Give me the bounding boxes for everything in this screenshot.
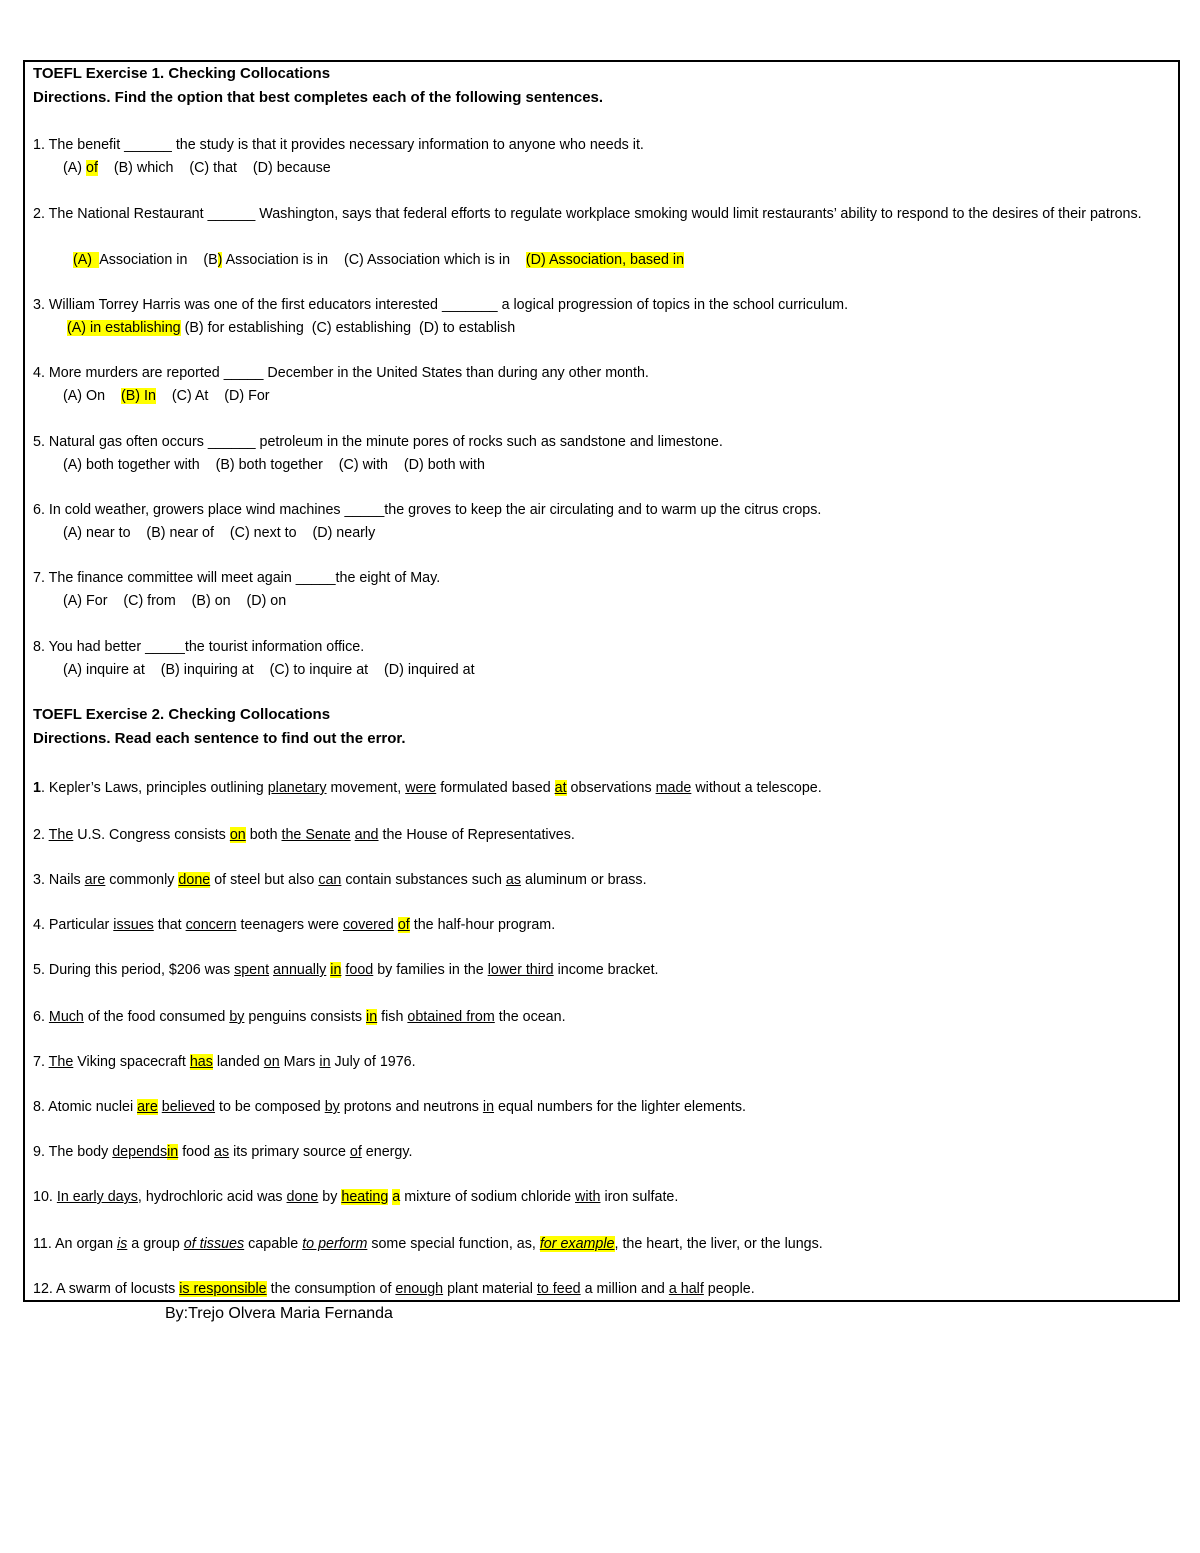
q3-stem: 3. William Torrey Harris was one of the first educators interested _______ a logical progression of topics in the school curriculum. — [33, 297, 849, 313]
highlighted-text: at — [554, 780, 567, 796]
text-segment: . Kepler’s Laws, principles outlining — [40, 780, 268, 796]
underlined-text: spent — [234, 962, 270, 978]
underlined-text: of tissues — [183, 1236, 245, 1252]
text-segment: Association in (B — [99, 252, 218, 268]
text-segment: Association is in (C) Association which is in — [222, 252, 526, 268]
text-segment: to be composed — [215, 1099, 325, 1115]
text-segment: 3. Nails — [33, 872, 85, 888]
highlighted-text: heating — [341, 1189, 389, 1205]
text-segment: Viking spacecraft — [73, 1054, 190, 1070]
text-segment: , hydrochloric acid was — [137, 1189, 287, 1205]
text-segment: food — [178, 1144, 215, 1160]
highlighted-text: is responsible — [179, 1281, 267, 1297]
text-segment: protons and neutrons — [339, 1099, 483, 1115]
underlined-text: covered — [342, 917, 394, 933]
q8-options: (A) inquire at (B) inquiring at (C) to inquire at (D) inquired at — [63, 662, 475, 678]
underlined-text: depends — [112, 1144, 168, 1160]
text-segment: observations — [566, 780, 656, 796]
highlighted-text: in — [167, 1144, 179, 1160]
q2-stem: 2. The National Restaurant ______ Washington, says that federal efforts to regulate workplace smoking would limit restaurants’ ability to respond to the desires of their patrons. — [33, 206, 1142, 222]
text-segment: (B) for establishing (C) establishing (D) to establish — [180, 320, 516, 336]
author-credit: By:Trejo Olvera Maria Fernanda — [165, 1305, 393, 1322]
text-segment: the House of Representatives. — [378, 827, 575, 843]
text-segment: equal numbers for the lighter elements. — [494, 1099, 746, 1115]
text-segment: 4. Particular — [33, 917, 114, 933]
highlighted-text: for example — [539, 1236, 615, 1252]
underlined-text: believed — [161, 1099, 216, 1115]
underlined-text: of — [349, 1144, 362, 1160]
underlined-text: issues — [113, 917, 154, 933]
text-segment: commonly — [105, 872, 179, 888]
sentence-5 — [33, 960, 659, 980]
text-segment: a million and — [580, 1281, 669, 1297]
text-segment: (A) On — [63, 388, 121, 404]
text-segment: aluminum or brass. — [521, 872, 647, 888]
q1-stem: 1. The benefit ______ the study is that it provides necessary information to anyone who needs it. — [33, 137, 644, 153]
q3-options — [67, 318, 515, 338]
underlined-text: planetary — [267, 780, 327, 796]
underlined-text: on — [263, 1054, 280, 1070]
q4-options — [63, 386, 270, 406]
underlined-text: lower third — [487, 962, 554, 978]
q4-stem: 4. More murders are reported _____ December in the United States than during any other month. — [33, 365, 649, 381]
highlighted-text: done — [178, 872, 211, 888]
underlined-text: In early days — [56, 1189, 138, 1205]
text-segment: 8. Atomic nuclei — [33, 1099, 138, 1115]
underlined-text: made — [655, 780, 692, 796]
underlined-text: food — [345, 962, 374, 978]
text-segment: 12. A swarm of locusts — [33, 1281, 180, 1297]
highlighted-text: are — [137, 1099, 158, 1115]
sentence-3 — [33, 870, 647, 890]
sentence-2 — [33, 825, 575, 845]
underlined-text: and — [354, 827, 379, 843]
text-segment: landed — [212, 1054, 264, 1070]
underlined-text: enough — [395, 1281, 444, 1297]
sentence-6 — [33, 1007, 566, 1027]
q4-answer-highlight: (B) In — [121, 388, 156, 404]
highlighted-text: a — [392, 1189, 401, 1205]
text-segment: of steel but also — [210, 872, 319, 888]
underlined-text: were — [405, 780, 437, 796]
q1-options — [63, 158, 331, 178]
sentence-11 — [33, 1234, 823, 1254]
text-segment: (A) — [63, 160, 87, 176]
q6-stem: 6. In cold weather, growers place wind machines _____the groves to keep the air circulating and to warm up the citrus crops. — [33, 502, 822, 518]
text-segment: July of 1976. — [330, 1054, 416, 1070]
text-segment: 5. During this period, $206 was — [33, 962, 235, 978]
underlined-text: by — [229, 1009, 245, 1025]
q5-options: (A) both together with (B) both together (C) with (D) both with — [63, 457, 485, 473]
q3-answer-highlight: (A) in establishing — [67, 320, 181, 336]
exercise1-directions: Directions. Find the option that best completes each of the following sentences. — [33, 89, 604, 106]
highlighted-text: (A) — [73, 252, 100, 268]
text-segment: some special function, as, — [367, 1236, 540, 1252]
text-segment: income bracket. — [553, 962, 659, 978]
text-segment: 2. — [33, 827, 49, 843]
text-segment: people. — [703, 1281, 755, 1297]
sentence-4 — [33, 915, 555, 935]
text-segment: penguins consists — [244, 1009, 367, 1025]
q1-answer-highlight: of — [86, 160, 98, 176]
underlined-text: obtained from — [407, 1009, 495, 1025]
text-segment: the half-hour program. — [409, 917, 556, 933]
text-segment: energy. — [361, 1144, 413, 1160]
sentence-7 — [33, 1052, 416, 1072]
text-segment: 9. The body — [33, 1144, 113, 1160]
text-segment: a group — [127, 1236, 184, 1252]
sentence-1 — [33, 778, 822, 798]
text-segment: 7. — [33, 1054, 49, 1070]
sentence-9 — [33, 1142, 412, 1162]
sentence-10 — [33, 1187, 678, 1207]
text-segment: contain substances such — [341, 872, 506, 888]
text-segment: the ocean. — [494, 1009, 566, 1025]
underlined-text: in — [319, 1054, 331, 1070]
text-segment: that — [153, 917, 186, 933]
text-segment: , the heart, the liver, or the lungs. — [614, 1236, 823, 1252]
text-segment: mixture of sodium chloride — [400, 1189, 576, 1205]
q5-stem: 5. Natural gas often occurs ______ petroleum in the minute pores of rocks such as sandstone and limestone. — [33, 434, 723, 450]
text-segment: movement, — [326, 780, 406, 796]
underlined-text: concern — [185, 917, 237, 933]
text-segment: 11. An organ — [33, 1236, 117, 1252]
underlined-text: as — [505, 872, 522, 888]
underlined-text: with — [575, 1189, 601, 1205]
text-segment: without a telescope. — [691, 780, 822, 796]
text-segment: of the food consumed — [83, 1009, 230, 1025]
text-segment: 6. — [33, 1009, 49, 1025]
text-segment: U.S. Congress consists — [73, 827, 230, 843]
exercise2-directions: Directions. Read each sentence to find out the error. — [33, 730, 406, 747]
text-segment: by families in the — [373, 962, 488, 978]
highlighted-text: ) — [217, 252, 223, 268]
text-segment: teenagers were — [236, 917, 343, 933]
text-segment: both — [245, 827, 282, 843]
underlined-text: the Senate — [281, 827, 351, 843]
q7-stem: 7. The finance committee will meet again _____the eight of May. — [33, 570, 441, 586]
sentence-8 — [33, 1097, 746, 1117]
underlined-text: annually — [273, 962, 327, 978]
text-segment: the consumption of — [266, 1281, 396, 1297]
text-segment: capable — [244, 1236, 303, 1252]
underlined-text: The — [48, 1054, 74, 1070]
q6-options: (A) near to (B) near of (C) next to (D) nearly — [63, 525, 376, 541]
text-segment: iron sulfate. — [600, 1189, 679, 1205]
text-segment: by — [318, 1189, 342, 1205]
q2-answer-highlight: (D) Association, based in — [525, 252, 685, 268]
underlined-text: The — [48, 827, 74, 843]
highlighted-text: has — [189, 1054, 213, 1070]
underlined-text: in — [482, 1099, 495, 1115]
text-segment: its primary source — [229, 1144, 350, 1160]
text-segment: plant material — [443, 1281, 537, 1297]
underlined-text: as — [214, 1144, 230, 1160]
underlined-text: can — [318, 872, 342, 888]
text-segment: 10. — [33, 1189, 57, 1205]
exercise2-title: TOEFL Exercise 2. Checking Collocations — [33, 706, 331, 723]
text-segment: formulated based — [436, 780, 555, 796]
text-segment: 1 — [33, 780, 41, 796]
exercise1-title: TOEFL Exercise 1. Checking Collocations — [33, 65, 331, 82]
underlined-text: done — [286, 1189, 319, 1205]
q7-options: (A) For (C) from (B) on (D) on — [63, 593, 287, 609]
highlighted-text: in — [330, 962, 342, 978]
highlighted-text: on — [229, 827, 246, 843]
highlighted-text: of — [397, 917, 410, 933]
underlined-text: to perform — [302, 1236, 368, 1252]
underlined-text: a half — [668, 1281, 704, 1297]
text-segment: (B) which (C) that (D) because — [113, 160, 331, 176]
underlined-text: are — [84, 872, 106, 888]
underlined-text: by — [324, 1099, 340, 1115]
underlined-text: to feed — [536, 1281, 581, 1297]
q8-stem: 8. You had better _____the tourist information office. — [33, 639, 365, 655]
text-segment: (C) At (D) For — [155, 388, 270, 404]
text-segment: Mars — [279, 1054, 320, 1070]
underlined-text: is — [117, 1236, 128, 1252]
text-segment: fish — [377, 1009, 408, 1025]
underlined-text: Much — [48, 1009, 84, 1025]
q2-options — [73, 250, 684, 270]
sentence-12 — [33, 1279, 755, 1299]
highlighted-text: in — [366, 1009, 378, 1025]
